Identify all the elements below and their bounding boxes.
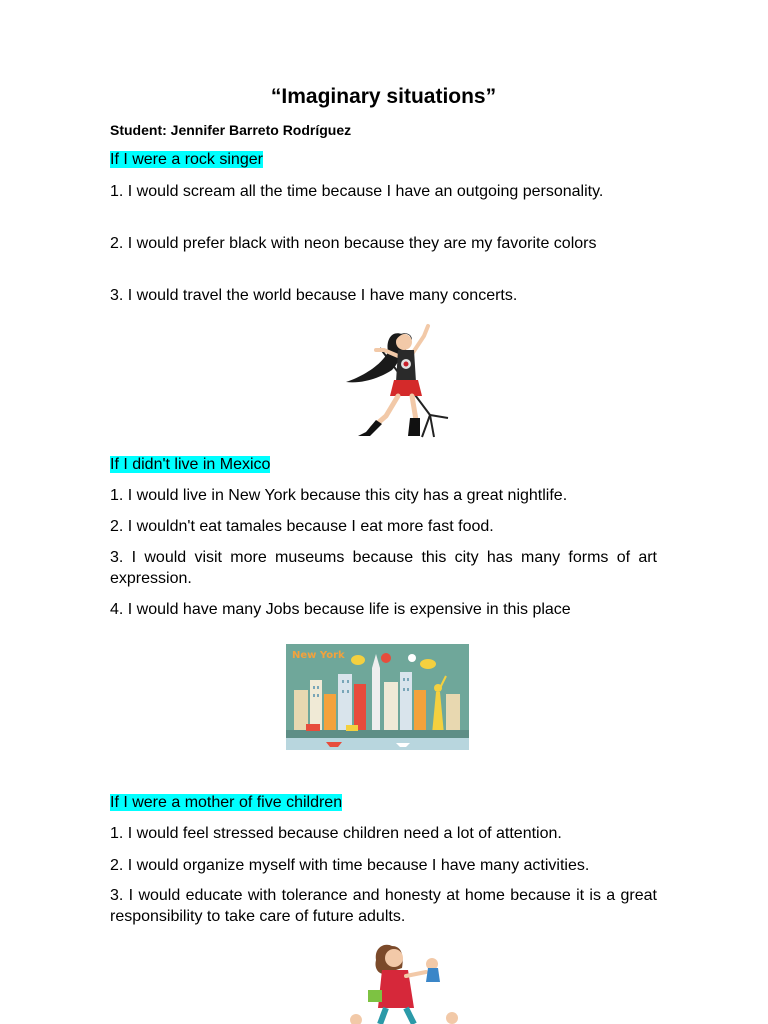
document-title: “Imaginary situations”	[270, 85, 497, 108]
list-item: 3. I would travel the world because I have many concerts.	[110, 287, 518, 304]
section-heading-rock-singer: If I were a rock singer	[110, 151, 263, 168]
new-york-illustration	[286, 644, 469, 750]
section-heading-mexico: If I didn't live in Mexico	[110, 456, 271, 473]
section-heading-mother: If I were a mother of five children	[110, 794, 343, 811]
list-item: 2. I would organize myself with time because I have many activities.	[110, 857, 590, 874]
mother-illustration	[344, 938, 474, 1024]
list-item: 3. I would educate with tolerance and honesty at home because it is a great responsibility to take care of future adults.	[110, 887, 657, 925]
list-item: 3. I would visit more museums because this city has many forms of art expression.	[110, 549, 657, 587]
list-item: 1. I would scream all the time because I have an outgoing personality.	[110, 183, 604, 200]
list-item: 2. I wouldn't eat tamales because I eat more fast food.	[110, 518, 494, 535]
list-item: 1. I would live in New York because this city has a great nightlife.	[110, 487, 568, 504]
rock-singer-illustration	[342, 320, 454, 440]
list-item: 4. I would have many Jobs because life is expensive in this place	[110, 601, 571, 618]
student-name: Student: Jennifer Barreto Rodríguez	[110, 122, 352, 138]
list-item: 1. I would feel stressed because children need a lot of attention.	[110, 825, 562, 842]
new-york-label: New York	[292, 650, 345, 661]
list-item: 2. I would prefer black with neon because they are my favorite colors	[110, 235, 597, 252]
